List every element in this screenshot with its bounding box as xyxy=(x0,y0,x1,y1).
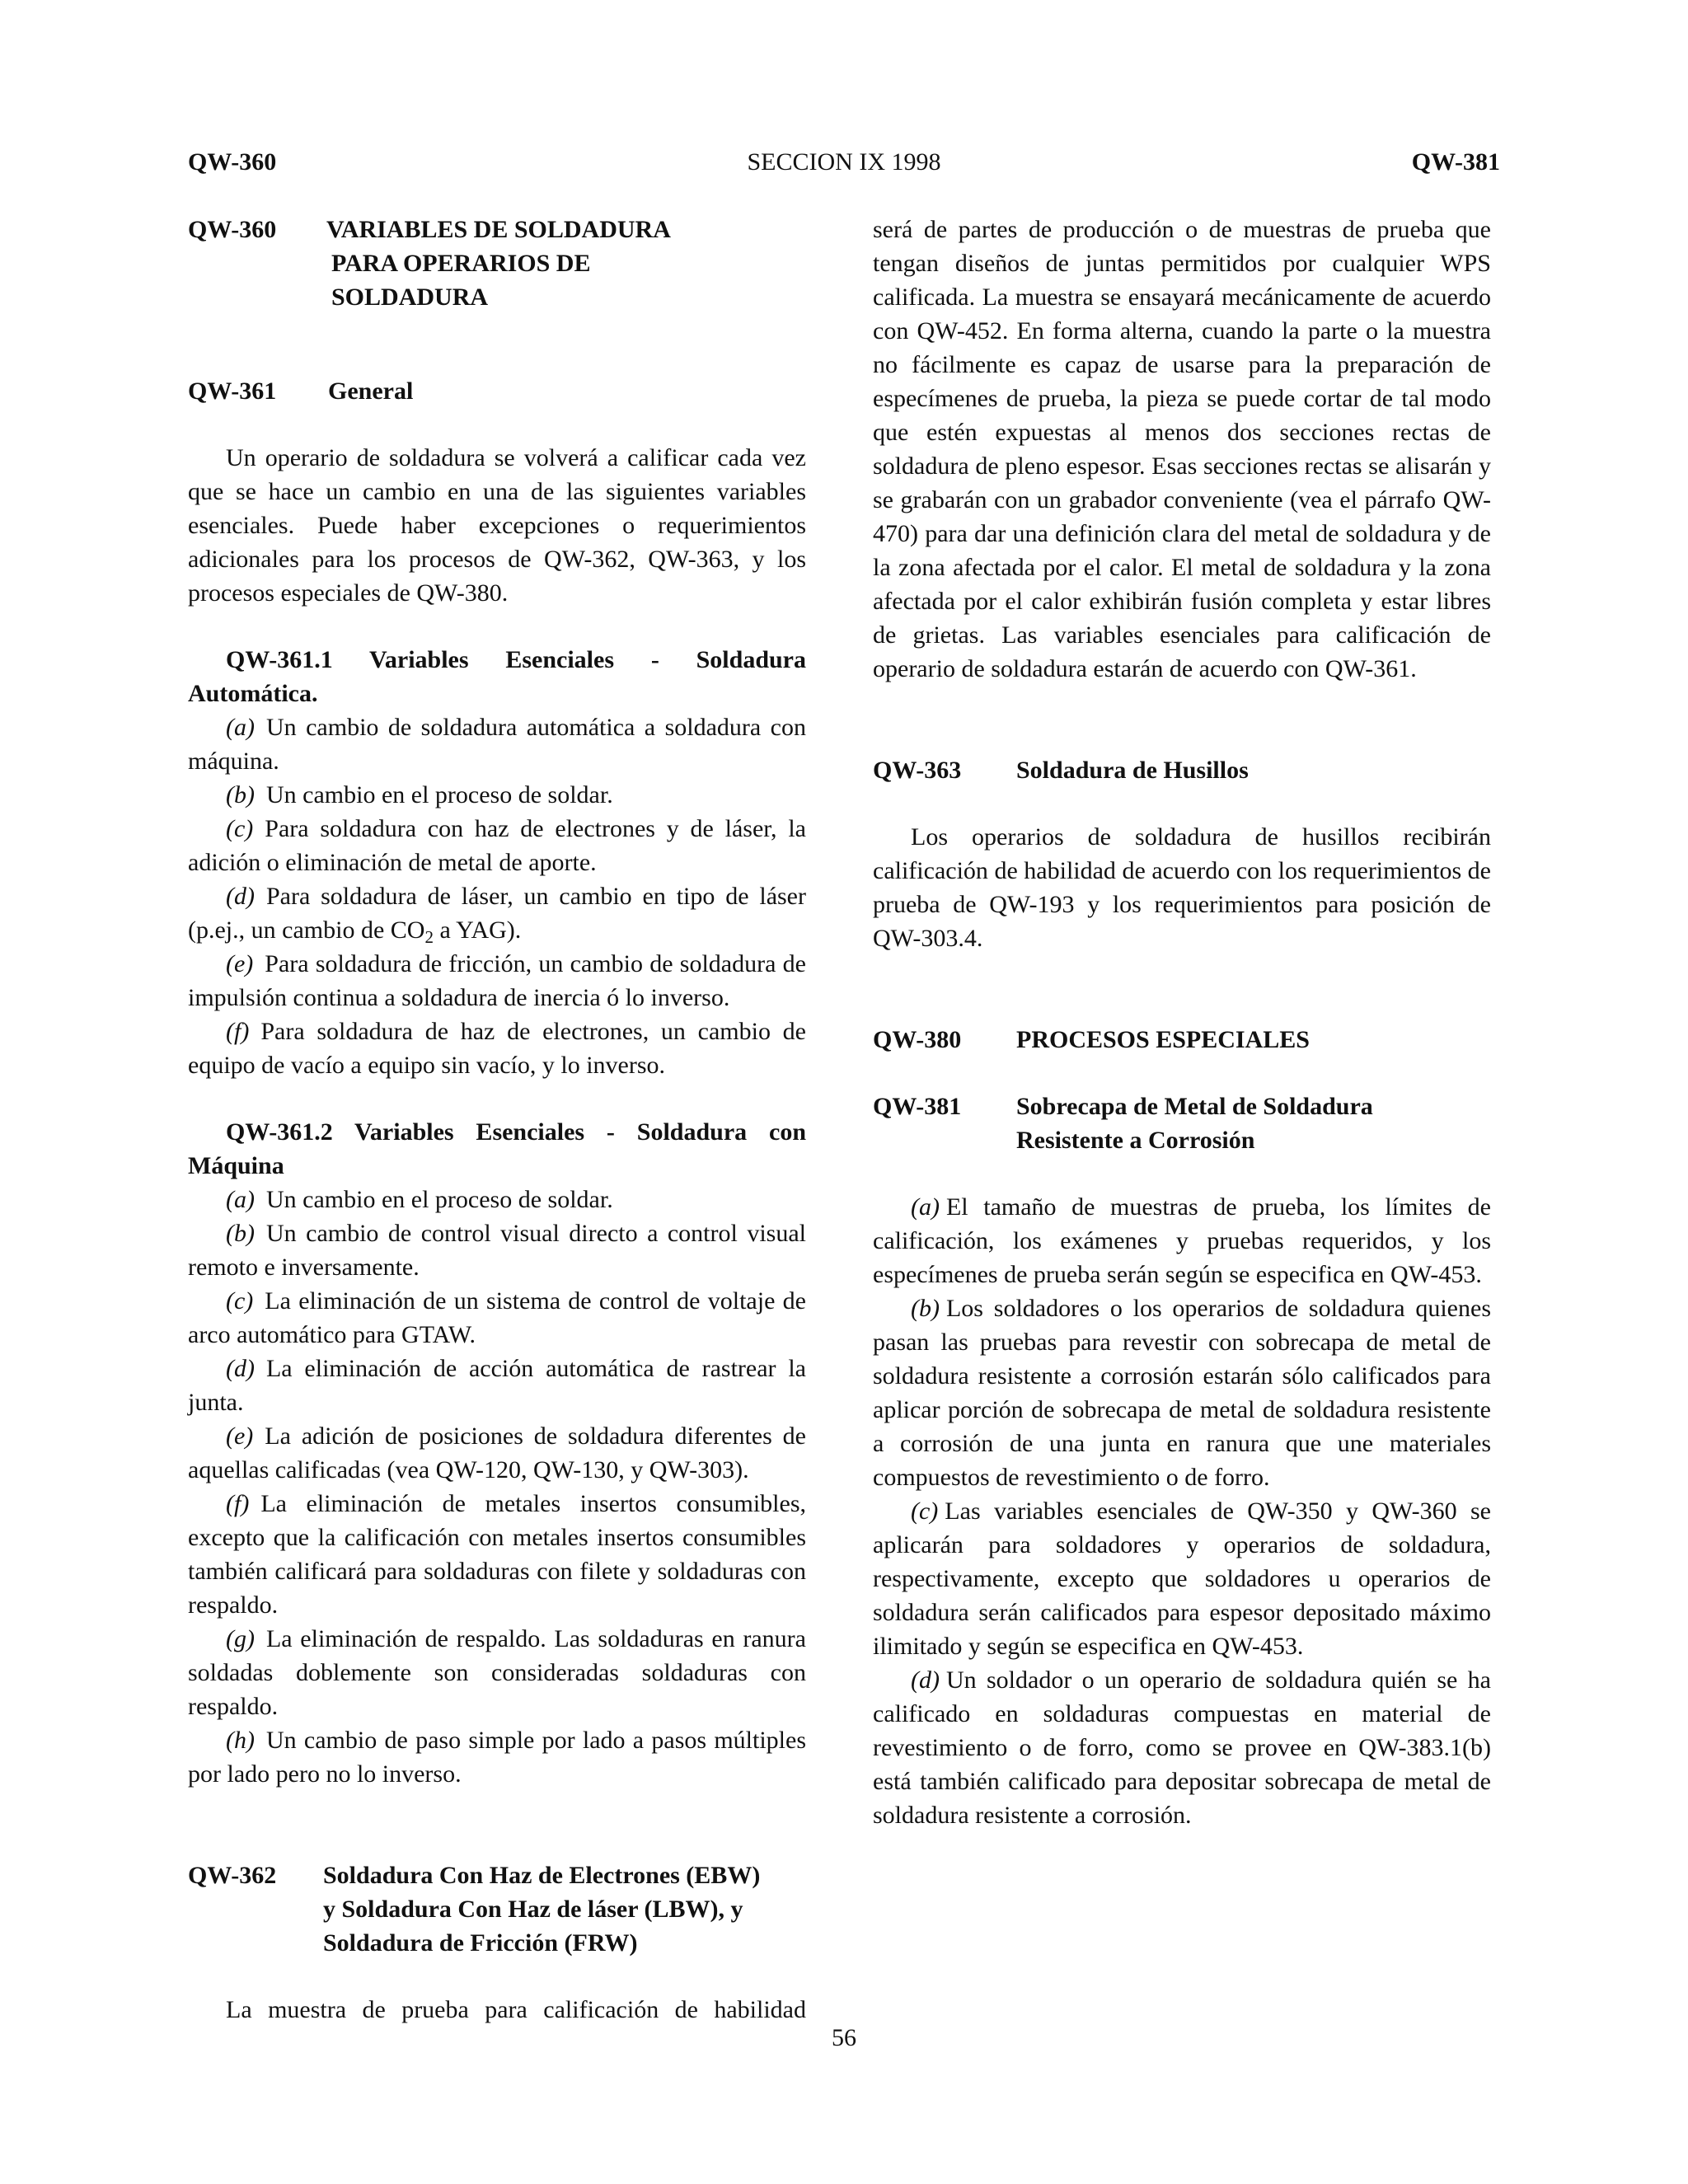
section-number: QW-360 xyxy=(188,216,277,243)
section-number: QW-362 xyxy=(188,1862,277,1889)
section-number: QW-381 xyxy=(873,1093,962,1120)
item-label: (a) xyxy=(226,1186,255,1213)
qw361-body-paragraph: Un operario de soldadura se volverá a calificar cada vez que se hace un cambio en una de las siguientes variables esenciales. Puede haber excepciones o requerimientos adicionales para los procesos de QW-362, QW-363, y los procesos especiales de QW-380. xyxy=(188,444,806,607)
section-qw360-heading xyxy=(188,213,806,314)
left-column xyxy=(188,213,806,2027)
list-item xyxy=(188,1622,806,1723)
item-label: (c) xyxy=(911,1497,939,1525)
item-text: Las variables esenciales de QW-350 y QW-360 se aplicarán para soldadores y operarios de soldadura, respectivamente, excepto que soldadores u operarios de soldadura serán calificados para espesor depositado máximo ilimitado y según se especifica en QW-453. xyxy=(873,1497,1491,1660)
item-text: Un soldador o un operario de soldadura quién se ha calificado en soldaduras compuestas en material de revestimiento o de forro, como se provee en QW-383.1(b) está también calificado para depositar sobrecapa de metal de soldadura resistente a corrosión. xyxy=(873,1666,1491,1829)
section-title xyxy=(326,213,806,314)
subscript: 2 xyxy=(424,927,434,947)
list-item xyxy=(188,812,806,879)
section-qw363-heading xyxy=(873,753,1491,787)
section-qw361-heading xyxy=(188,374,806,408)
item-label: (a) xyxy=(911,1193,940,1221)
section-qw362-heading xyxy=(188,1858,806,1960)
list-item xyxy=(188,947,806,1015)
qw362-body-continued: será de partes de producción o de muestras de prueba que tengan diseños de juntas permitidos por cualquier WPS calificada. La muestra se ensayará mecánicamente de acuerdo con QW-452. En forma alterna, cuando la parte o la muestra no fácilmente es capaz de usarse para la preparación de especímenes de prueba, la pieza se puede cortar de tal modo que estén expuestas al menos dos secciones rectas de soldadura de pleno espesor. Esas secciones rectas se alisarán y se grabarán con un grabador conveniente (vea el párrafo QW-470) para dar una definición clara del metal de soldadura y de la zona afectada por el calor. El metal de soldadura y la zona afectada por el calor exhibirán fusión completa y estar libres de grietas. Las variables esenciales para calificación de operario de soldadura estarán de acuerdo con QW-361. xyxy=(873,216,1491,682)
item-label: (f) xyxy=(226,1490,250,1517)
right-column xyxy=(873,213,1491,1832)
section-qw381-heading xyxy=(873,1090,1491,1157)
list-item xyxy=(188,1487,806,1622)
item-text: La eliminación de un sistema de control de voltaje de arco automático para GTAW. xyxy=(188,1287,806,1348)
section-title: Soldadura de Husillos xyxy=(1016,757,1249,784)
list-item xyxy=(188,1216,806,1284)
item-label: (b) xyxy=(911,1295,940,1322)
list-item xyxy=(188,1352,806,1419)
item-label: (e) xyxy=(226,1422,254,1450)
item-label: (d) xyxy=(226,883,255,910)
section-number: QW-380 xyxy=(873,1026,962,1053)
item-label: (c) xyxy=(226,815,254,842)
section-title: PROCESOS ESPECIALES xyxy=(1016,1026,1310,1053)
item-text: Para soldadura con haz de electrones y de láser, la adición o eliminación de metal de aporte. xyxy=(188,815,806,876)
item-text: Un cambio de paso simple por lado a pasos múltiples por lado pero no lo inverso. xyxy=(188,1727,806,1788)
title-line: PARA OPERARIOS DE xyxy=(331,250,591,277)
item-text: Un cambio en el proceso de soldar. xyxy=(265,781,613,808)
item-label: (d) xyxy=(911,1666,940,1694)
list-item xyxy=(188,1284,806,1352)
list-item xyxy=(188,1015,806,1082)
item-text: Un cambio en el proceso de soldar. xyxy=(265,1186,613,1213)
item-label: (b) xyxy=(226,1220,255,1247)
item-text: Para soldadura de haz de electrones, un cambio de equipo de vacío a equipo sin vacío, y lo inverso. xyxy=(188,1018,806,1079)
item-text: Para soldadura de fricción, un cambio de soldadura de impulsión continua a soldadura de inercia ó lo inverso. xyxy=(188,950,806,1011)
section-title xyxy=(323,1858,806,1960)
item-text: La adición de posiciones de soldadura diferentes de aquellas calificadas (vea QW-120, QW-130, y QW-303). xyxy=(188,1422,806,1483)
title-line: VARIABLES DE SOLDADURA xyxy=(326,216,671,243)
item-text: La eliminación de metales insertos consumibles, excepto que la calificación con metales insertos consumibles también calificará para soldaduras con filete y soldaduras con respaldo. xyxy=(188,1490,806,1619)
item-text: a YAG). xyxy=(433,916,522,944)
item-label: (a) xyxy=(226,714,255,741)
list-item xyxy=(188,1419,806,1487)
item-text: Para soldadura de láser, un cambio en tipo de láser (p.ej., un cambio de CO xyxy=(188,883,806,944)
section-number: QW-361 xyxy=(188,377,277,405)
list-item xyxy=(873,1494,1491,1663)
section-number: QW-363 xyxy=(873,757,962,784)
list-item xyxy=(188,1723,806,1791)
item-label: (b) xyxy=(226,781,255,808)
title-line: Soldadura de Fricción (FRW) xyxy=(323,1929,638,1957)
section-qw380-heading xyxy=(873,1023,1491,1057)
list-item xyxy=(873,1190,1491,1291)
title-line: y Soldadura Con Haz de láser (LBW), y xyxy=(323,1896,743,1923)
list-item xyxy=(873,1663,1491,1832)
running-header xyxy=(188,145,1500,181)
header-left-section-ref: QW-360 xyxy=(188,148,277,176)
section-title xyxy=(1016,1090,1491,1157)
qw3612-subheading: QW-361.2 Variables Esenciales - Soldadura con Máquina xyxy=(188,1118,806,1179)
item-label: (f) xyxy=(226,1018,250,1045)
title-line: Soldadura Con Haz de Electrones (EBW) xyxy=(323,1862,761,1889)
qw362-body-start: La muestra de prueba para calificación de habilidad xyxy=(226,1996,806,2023)
item-label: (e) xyxy=(226,950,254,977)
item-label: (d) xyxy=(226,1355,255,1382)
list-item xyxy=(873,1291,1491,1494)
item-text: La eliminación de respaldo. Las soldaduras en ranura soldadas doblemente son consideradas soldaduras con respaldo. xyxy=(188,1625,806,1720)
item-label: (g) xyxy=(226,1625,255,1652)
list-item xyxy=(188,1183,806,1216)
title-line: Sobrecapa de Metal de Soldadura xyxy=(1016,1093,1373,1120)
item-label: (c) xyxy=(226,1287,254,1315)
header-right-section-ref: QW-381 xyxy=(1411,148,1500,176)
qw363-body-paragraph: Los operarios de soldadura de husillos recibirán calificación de habilidad de acuerdo con los requerimientos de prueba de QW-193 y los requerimientos para posición de QW-303.4. xyxy=(873,823,1491,952)
item-text: El tamaño de muestras de prueba, los límites de calificación, los exámenes y pruebas requeridos, y los especímenes de prueba serán según se especifica en QW-453. xyxy=(873,1193,1491,1288)
item-text: La eliminación de acción automática de rastrear la junta. xyxy=(188,1355,806,1416)
qw3611-subheading: QW-361.1 Variables Esenciales - Soldadura Automática. xyxy=(188,646,806,707)
item-label: (h) xyxy=(226,1727,255,1754)
item-text: Un cambio de soldadura automática a soldadura con máquina. xyxy=(188,714,806,775)
header-center-title: SECCION IX 1998 xyxy=(747,148,941,176)
item-text: Un cambio de control visual directo a control visual remoto e inversamente. xyxy=(188,1220,806,1281)
title-line: Resistente a Corrosión xyxy=(1016,1127,1255,1154)
page-number: 56 xyxy=(832,2024,856,2051)
item-text: Los soldadores o los operarios de soldadura quienes pasan las pruebas para revestir con sobrecapa de metal de soldadura resistente a corrosión estarán sólo calificados para aplicar porción de sobrecapa de metal de soldadura resistente a corrosión de una junta en ranura que une materiales compuestos de revestimiento o de forro. xyxy=(873,1295,1491,1491)
list-item xyxy=(188,778,806,812)
title-line: SOLDADURA xyxy=(331,284,489,311)
section-title: General xyxy=(328,377,414,405)
list-item xyxy=(188,879,806,947)
list-item xyxy=(188,710,806,778)
